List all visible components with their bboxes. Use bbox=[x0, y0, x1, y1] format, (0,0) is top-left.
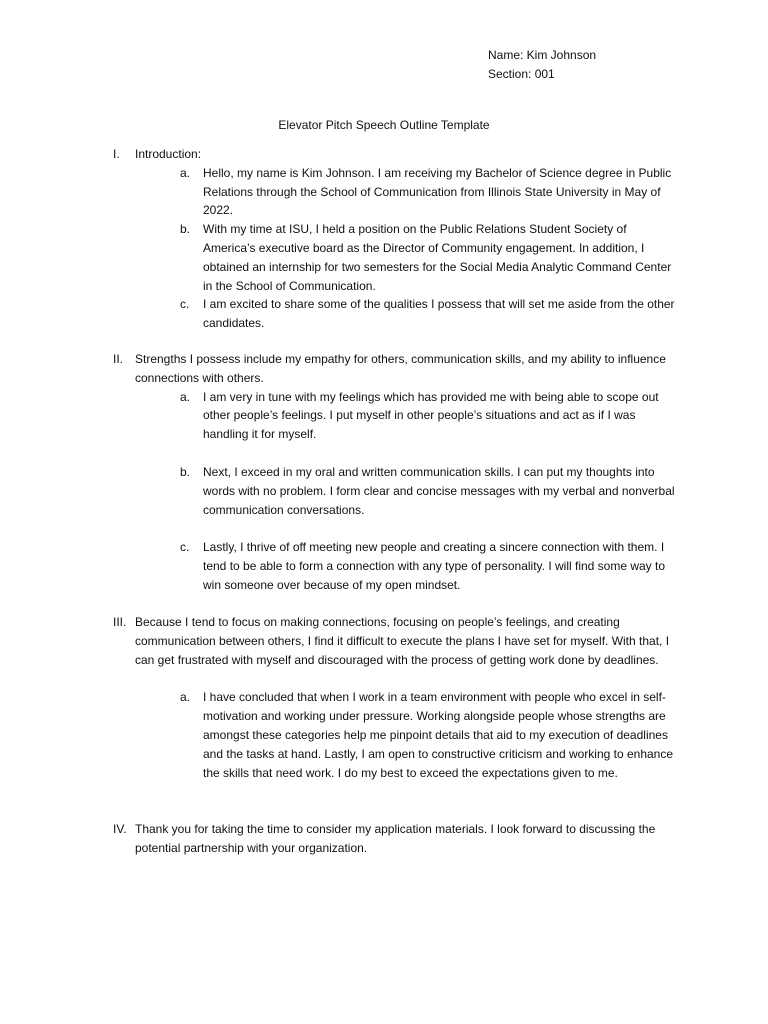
section-heading: Because I tend to focus on making connections, focusing on people’s feelings, and creating communication between others, I find it difficult to execute the plans I have set for myself. With that, I can get frustrated with myself and discouraged with the process of getting work done by deadlines. bbox=[135, 615, 670, 667]
name-line: Name: Kim Johnson bbox=[488, 48, 597, 62]
item-list bbox=[180, 388, 678, 595]
item-letter: b. bbox=[180, 464, 191, 479]
list-item bbox=[180, 164, 678, 220]
item-text: I am excited to share some of the qualities I possess that will set me aside from the other candidates. bbox=[203, 297, 675, 331]
document-title: Elevator Pitch Speech Outline Template bbox=[278, 118, 490, 132]
section-numeral: I. bbox=[113, 147, 120, 161]
item-text: I have concluded that when I work in a team environment with people who excel in self-motivation and working under pressure. Working alongside people whose strengths are amongst these categories help me pinpoint details that aid to my execution of deadlines and the tasks at hand. Lastly, I am open to constructive criticism and working to enhance the skills that need work. I do my best to exceed the expectations given to me. bbox=[203, 690, 674, 780]
outline-section-2 bbox=[113, 350, 678, 595]
section-line: Section: 001 bbox=[488, 67, 555, 81]
spacer bbox=[180, 444, 678, 463]
list-item bbox=[180, 688, 678, 782]
item-text: Lastly, I thrive of off meeting new people and creating a sincere connection with them. I tend to be able to form a connection with any type of personality. I will find some way to win someone over because of my open mindset. bbox=[203, 540, 666, 592]
list-item bbox=[180, 295, 678, 333]
item-letter: a. bbox=[180, 690, 191, 705]
section-heading: Thank you for taking the time to consider my application materials. I look forward to discussing the potential partnership with your organization. bbox=[135, 822, 656, 855]
outline-section-3 bbox=[113, 613, 678, 782]
section-numeral: II. bbox=[113, 352, 124, 366]
item-letter: b. bbox=[180, 222, 191, 237]
list-item bbox=[180, 388, 678, 444]
item-letter: a. bbox=[180, 389, 191, 404]
item-text: Hello, my name is Kim Johnson. I am receiving my Bachelor of Science degree in Public Relations through the School of Communication from Illinois State University in May of 2022. bbox=[203, 165, 672, 218]
item-list bbox=[180, 688, 678, 782]
item-text: I am very in tune with my feelings which has provided me with being able to scope out other people’s feelings. I put myself in other people’s situations and act as if I was handling it for myself. bbox=[203, 389, 659, 442]
item-list bbox=[180, 164, 678, 333]
outline-section-4 bbox=[113, 820, 678, 858]
outline-section-1 bbox=[113, 145, 678, 333]
list-item bbox=[180, 220, 678, 295]
item-text: Next, I exceed in my oral and written communication skills. I can put my thoughts into words with no problem. I form clear and concise messages with my verbal and nonverbal communication conversations. bbox=[203, 464, 675, 517]
section-heading: Strengths I possess include my empathy for others, communication skills, and my ability to influence connections with others. bbox=[135, 352, 666, 385]
spacer bbox=[135, 669, 678, 688]
item-letter: c. bbox=[180, 297, 190, 312]
section-numeral: IV. bbox=[113, 822, 127, 836]
section-heading: Introduction: bbox=[135, 147, 202, 161]
section-numeral: III. bbox=[113, 615, 127, 629]
item-text: With my time at ISU, I held a position on the Public Relations Student Society of America’s executive board as the Director of Community engagement. In addition, I obtained an internship for two semesters for the Social Media Analytic Command Center in the School of Communication. bbox=[203, 222, 672, 293]
item-letter: a. bbox=[180, 165, 191, 180]
item-letter: c. bbox=[180, 540, 190, 555]
spacer bbox=[180, 519, 678, 538]
list-item bbox=[180, 538, 678, 594]
list-item bbox=[180, 463, 678, 519]
header-block bbox=[488, 46, 596, 84]
